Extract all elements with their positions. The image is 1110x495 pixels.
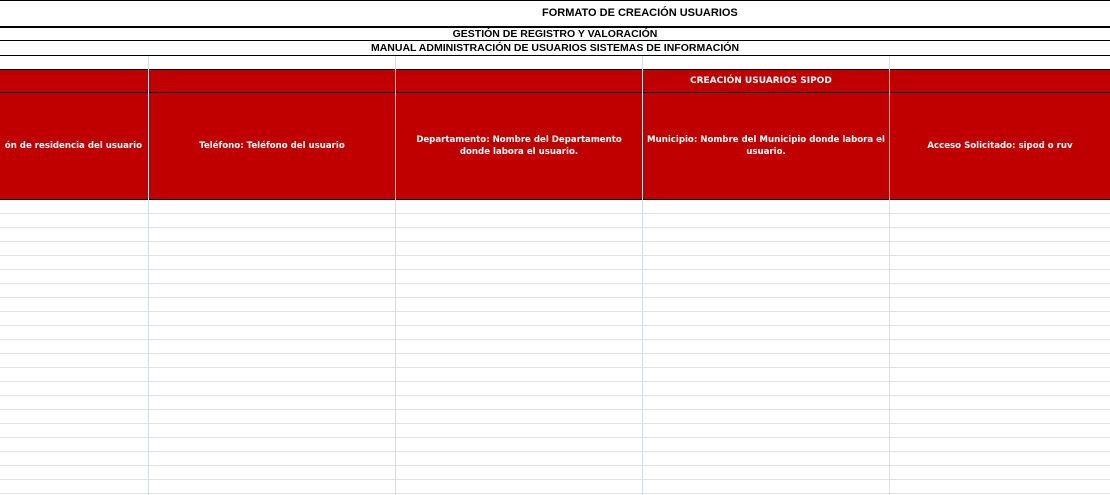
sheet-title: FORMATO DE CREACIÓN USUARIOS [542, 7, 738, 19]
grid-column-divider [395, 56, 396, 495]
section-banner-label: CREACIÓN USUARIOS SIPOD [690, 76, 832, 86]
column-header-label: Departamento: Nombre del Departamento donde labora el usuario. [416, 135, 622, 157]
column-header-access[interactable] [890, 93, 1110, 200]
column-header-department[interactable] [396, 93, 643, 200]
column-header-label: Teléfono: Teléfono del usuario [199, 141, 345, 151]
column-header-label: Municipio: Nombre del Municipio donde labora el usuario. [647, 135, 885, 157]
data-grid[interactable] [0, 200, 1110, 495]
sheet-manual: MANUAL ADMINISTRACIÓN DE USUARIOS SISTEMAS DE INFORMACIÓN [370, 42, 740, 54]
sheet-subtitle: GESTIÓN DE REGISTRO Y VALORACIÓN [452, 28, 658, 40]
column-header-residence[interactable] [0, 93, 149, 200]
column-header-label: Acceso Solicitado: sipod o ruv [927, 141, 1073, 151]
column-header-label: ón de residencia del usuario [4, 141, 142, 151]
grid-column-divider [148, 56, 149, 495]
grid-column-divider [642, 56, 643, 495]
sheet-manual-row[interactable] [0, 40, 1110, 56]
grid-column-divider [889, 56, 890, 495]
sheet-title-row[interactable] [0, 0, 1110, 27]
column-header-phone[interactable] [149, 93, 396, 200]
section-banner[interactable] [0, 69, 1110, 93]
sheet-subtitle-row[interactable] [0, 27, 1110, 41]
column-header-municipality[interactable] [643, 93, 890, 200]
spacer-row[interactable] [0, 56, 1110, 69]
